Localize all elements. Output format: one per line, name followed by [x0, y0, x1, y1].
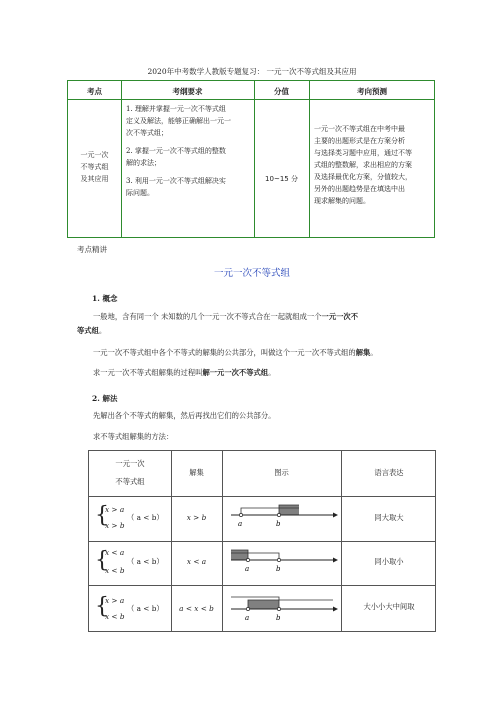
header-forecast: 考向预测 — [357, 87, 387, 96]
label-b: b — [276, 565, 281, 573]
table-divider — [254, 81, 255, 237]
forecast-line: 与选择类习题中应用，通过不等 — [314, 149, 412, 157]
solution-set-table — [88, 450, 436, 632]
rule-phrase: 同大取大 — [374, 513, 404, 522]
condition: （ a < b） — [127, 604, 164, 613]
concept-text: 一般地，含有同一个 未知数的几个一元一次不等式合在一起就组成一个 — [93, 312, 322, 321]
point-b — [277, 607, 280, 610]
forecast-line: 一元一次不等式组在中考中最 — [314, 125, 405, 133]
topic-cell — [68, 149, 121, 185]
brace-symbol: { — [95, 503, 109, 528]
inequality-2: x < b — [105, 566, 125, 575]
inequality-1: x > a — [105, 596, 125, 605]
number-line-diagram — [229, 498, 339, 538]
point-a — [239, 513, 242, 516]
concept-text: 求一元一次不等式组解集的过程叫 — [93, 368, 203, 377]
axis-arrow — [333, 558, 338, 563]
requirement-line: 1. 理解并掌握一元一次不等式组 — [126, 105, 226, 113]
concept-term: 等式组 — [77, 326, 99, 335]
inequality-1: x < a — [105, 548, 125, 557]
rule-phrase: 大小小大中间取 — [363, 602, 415, 611]
concept-paragraph-3 — [93, 366, 438, 380]
label-b: b — [276, 614, 281, 622]
requirement-line: 际问题。 — [126, 189, 154, 197]
condition: （ a < b） — [127, 557, 164, 566]
exam-points-table — [67, 80, 435, 238]
method-paragraph-2: 求不等式组解集的方法： — [93, 432, 174, 441]
brace-symbol: { — [95, 548, 109, 573]
requirement-line: 定义及解法，能够正确解出一元一 — [126, 117, 231, 125]
concept-paragraph-2 — [93, 346, 438, 360]
header-diagram: 图示 — [274, 468, 289, 477]
concept-text: 一元一次不等式组中各个不等式的解集的公共部分，叫做这个一元一次不等式组的 — [93, 348, 356, 357]
point-a — [246, 607, 249, 610]
header-solution: 解集 — [189, 468, 204, 477]
forecast-cell — [314, 123, 434, 207]
inequality-2: x > b — [105, 521, 125, 530]
label-a: a — [238, 520, 243, 528]
table-row — [89, 585, 171, 632]
point-b — [277, 513, 280, 516]
concept-term: 解一元一次不等式组 — [202, 368, 269, 377]
solution-set: x < a — [186, 557, 207, 566]
solution-set: x > b — [186, 513, 207, 522]
shaded-region — [279, 505, 299, 515]
requirement-line: 2. 掌握一元一次不等式组的整数 — [126, 147, 226, 155]
number-line-diagram — [229, 587, 339, 631]
table-divider — [222, 451, 223, 631]
brace-symbol: { — [95, 594, 109, 619]
topic-line: 不等式组 — [80, 163, 109, 171]
method-heading: 2. 解法 — [92, 394, 118, 403]
header-line: 一元一次 — [115, 459, 145, 468]
score-cell: 10~15 分 — [265, 175, 298, 183]
requirement-line: 3. 利用一元一次不等式组解决实 — [126, 177, 226, 185]
shaded-region — [231, 550, 248, 560]
requirements-cell — [126, 103, 254, 199]
header-phrase: 语言表达 — [374, 468, 404, 477]
requirement-line: 次不等式组； — [126, 129, 168, 137]
concept-heading: 1. 概念 — [92, 294, 118, 303]
forecast-line: 现求解集的问题。 — [314, 197, 370, 205]
header-score: 分值 — [274, 87, 289, 96]
header-system — [89, 459, 171, 487]
header-line: 不等式组 — [115, 477, 145, 486]
topic-line: 及其应用 — [80, 175, 109, 183]
requirement-line: 解的求法； — [126, 159, 161, 167]
table-row — [89, 541, 171, 585]
topic-line: 一元一次 — [80, 151, 109, 159]
forecast-line: 主要的出题形式是在方案分析 — [314, 137, 405, 145]
header-requirements: 考纲要求 — [172, 87, 203, 96]
label-b: b — [276, 520, 281, 528]
concept-term: 一元一次不 — [321, 312, 359, 321]
forecast-line: 及选择最优化方案，分值较大， — [314, 173, 412, 181]
concept-term: 解集 — [355, 348, 371, 357]
section-label: 考点精讲 — [77, 245, 107, 254]
table-divider — [68, 99, 434, 100]
concept-text: 。 — [98, 326, 107, 335]
header-topic: 考点 — [87, 87, 102, 96]
point-b — [277, 558, 280, 561]
number-line-diagram — [229, 543, 339, 583]
shaded-region — [248, 600, 279, 609]
solution-set: a < x < b — [179, 604, 214, 613]
table-divider — [309, 81, 310, 237]
table-row — [89, 496, 171, 541]
forecast-line: 式组的整数解，求出相应的方案 — [314, 161, 412, 169]
forecast-line: 另外的出题趋势是在填选中出 — [314, 185, 405, 193]
document-title: 2020年中考数学人教版专题复习： 一元一次不等式组及其应用 — [147, 67, 357, 76]
concept-text: 。 — [268, 368, 276, 377]
main-title: 一元一次不等式组 — [213, 268, 290, 279]
rule-phrase: 同小取小 — [374, 557, 404, 566]
concept-paragraph-1 — [77, 310, 437, 338]
axis-arrow — [333, 513, 338, 518]
method-paragraph-1: 先解出各个不等式的解集，然后再找出它们的公共部分。 — [93, 411, 276, 420]
axis-arrow — [333, 607, 338, 612]
label-a: a — [245, 565, 250, 573]
table-divider — [121, 81, 122, 237]
condition: （ a < b） — [127, 513, 164, 522]
inequality-1: x > a — [105, 505, 125, 514]
concept-text: 。 — [370, 348, 378, 357]
label-a: a — [245, 614, 250, 622]
point-a — [246, 558, 249, 561]
inequality-2: x < b — [105, 612, 125, 621]
